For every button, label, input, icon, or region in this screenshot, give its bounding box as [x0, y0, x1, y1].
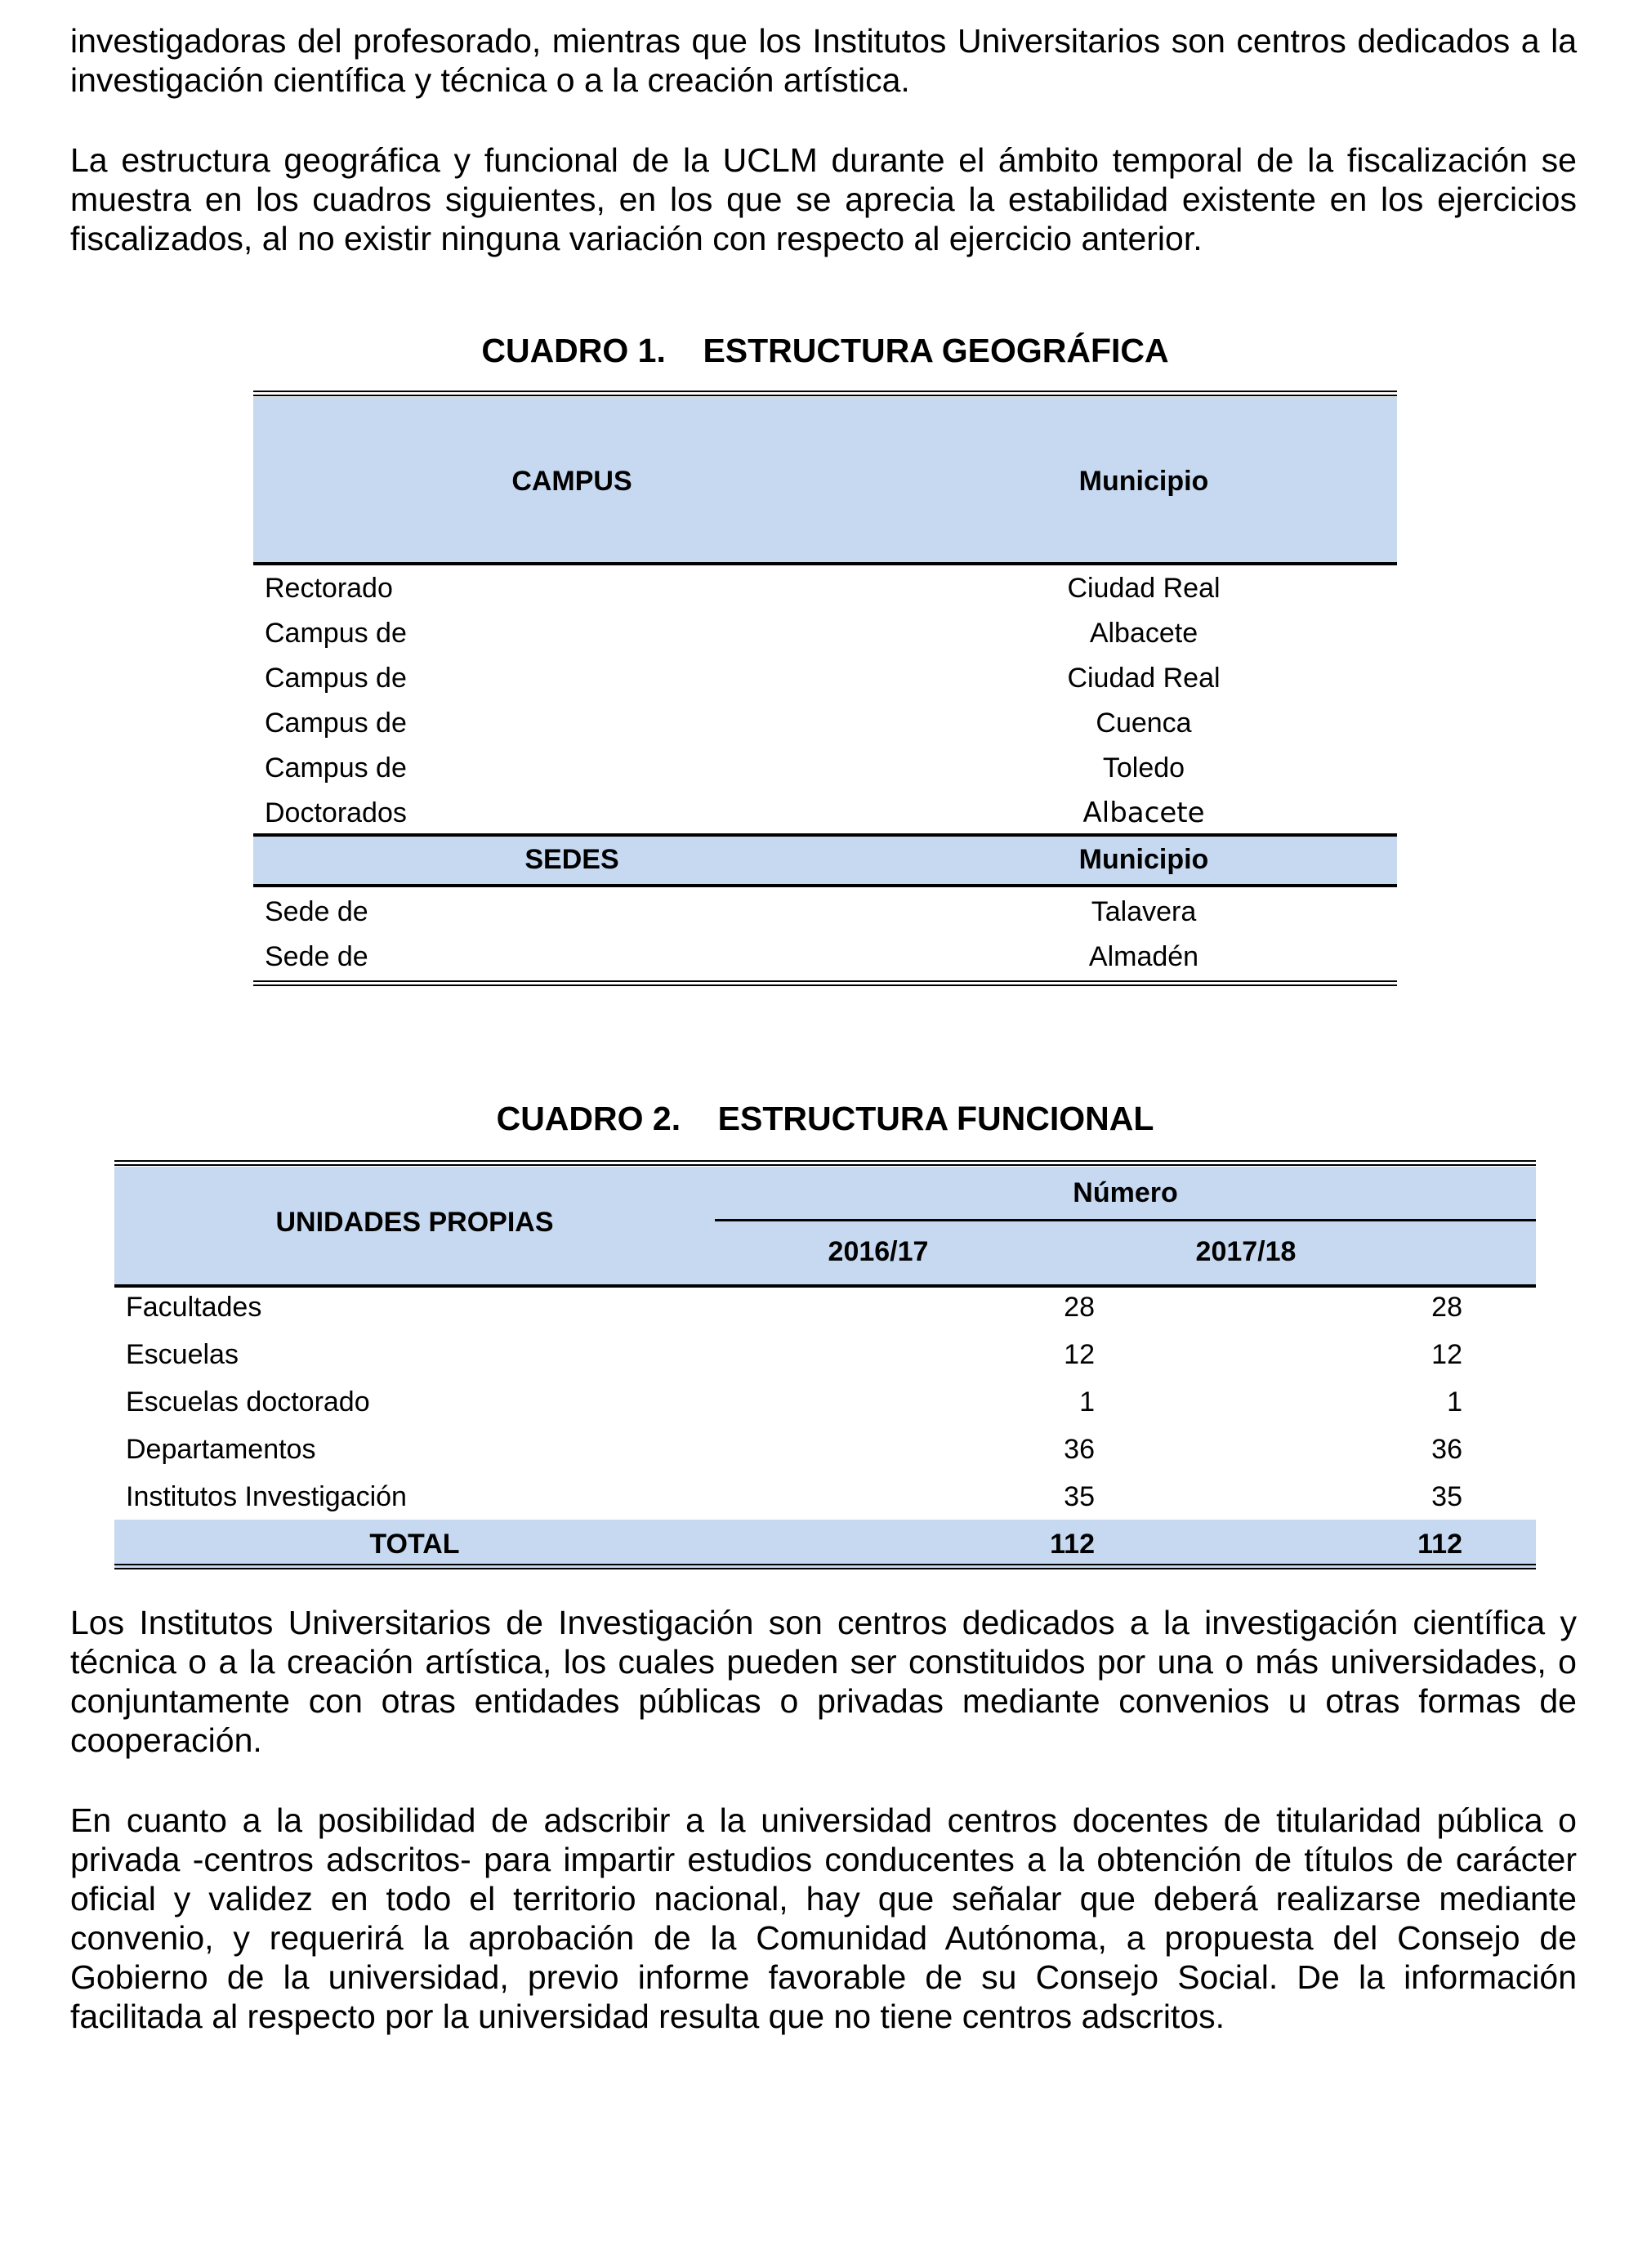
header-rule	[253, 562, 1397, 565]
table-row-municipio: Cuenca	[1096, 708, 1192, 739]
header-unidades-propias: UNIDADES PROPIAS	[275, 1207, 554, 1238]
paragraph-institutos: Los Institutos Universitarios de Investigación son centros dedicados a la investigación científica y técnica o a la creación artística, los cuales pueden ser constituidos por una o más universidades, o conjuntamente con otras entidades públicas o privadas mediante convenios u otras formas de cooperación.	[70, 1604, 1577, 1759]
paragraph-centros-adscritos: En cuanto a la posibilidad de adscribir a la universidad centros docentes de titularidad pública o privada -centros adscritos- para impartir estudios conducentes a la obtención de títulos de carácter oficial y validez en todo el territorio nacional, hay que señalar que deberá realizarse mediante convenio, y requerirá la aprobación de la Comunidad Autónoma, a propuesta del Consejo de Gobierno de la universidad, previo informe favorable de su Consejo Social. De la información facilitada al respecto por la universidad resulta que no tiene centros adscritos.	[70, 1801, 1577, 2035]
sedes-header-rule	[253, 884, 1397, 887]
table-row-value-2016: 35	[1064, 1481, 1095, 1512]
table-bottom-border	[114, 1564, 1536, 1569]
table-row-name: Rectorado	[265, 573, 393, 604]
total-value-2016: 112	[1050, 1529, 1095, 1560]
table-row-name: Doctorados	[265, 797, 407, 828]
header-municipio: Municipio	[1078, 466, 1209, 497]
table-row-name: Campus de	[265, 618, 407, 649]
table-row-municipio: Talavera	[1091, 896, 1197, 927]
table-row-name: Campus de	[265, 708, 407, 739]
header-year-2016: 2016/17	[828, 1236, 929, 1267]
table-row-value-2017: 36	[1431, 1434, 1462, 1465]
table-row-municipio: Ciudad Real	[1067, 663, 1221, 694]
table-row-label: Escuelas doctorado	[126, 1386, 370, 1418]
header-rule	[114, 1284, 1536, 1288]
cuadro2-caption: CUADRO 2. ESTRUCTURA FUNCIONAL	[496, 1100, 1154, 1137]
table-top-border	[114, 1160, 1536, 1166]
total-label: TOTAL	[369, 1529, 460, 1560]
cuadro1-caption: CUADRO 1. ESTRUCTURA GEOGRÁFICA	[481, 332, 1169, 369]
table-row-value-2017: 1	[1447, 1386, 1462, 1418]
table-row-value-2016: 12	[1064, 1339, 1095, 1370]
header-year-2017: 2017/18	[1195, 1236, 1297, 1267]
table-row-name: Campus de	[265, 752, 407, 784]
header-municipio-sedes: Municipio	[1078, 844, 1209, 875]
table-row-name: Sede de	[265, 896, 368, 927]
table-row-label: Institutos Investigación	[126, 1481, 407, 1512]
table-row-municipio: Ciudad Real	[1067, 573, 1221, 604]
table-row-label: Facultades	[126, 1292, 262, 1323]
table-row-value-2017: 12	[1431, 1339, 1462, 1370]
table-top-border	[253, 391, 1397, 396]
table-row-municipio: Albacete	[1089, 618, 1198, 649]
cuadro2-table	[114, 1160, 1536, 1569]
cuadro1-table	[253, 391, 1397, 990]
table-row-value-2016: 28	[1064, 1292, 1095, 1323]
table-row-value-2016: 1	[1079, 1386, 1095, 1418]
table-bottom-border	[253, 980, 1397, 986]
table-row-value-2017: 35	[1431, 1481, 1462, 1512]
header-campus: CAMPUS	[511, 466, 632, 497]
table-row-municipio: Albacete	[1082, 797, 1205, 829]
table-row-label: Escuelas	[126, 1339, 239, 1370]
header-sedes: SEDES	[524, 844, 619, 875]
total-value-2017: 112	[1417, 1529, 1462, 1560]
table-row-name: Campus de	[265, 663, 407, 694]
header-subrule	[715, 1219, 1536, 1221]
header-numero: Número	[1073, 1177, 1178, 1208]
paragraph-intro: investigadoras del profesorado, mientras que los Institutos Universitarios son centros dedicados a la investigación científica y técnica o a la creación artística.	[70, 22, 1577, 99]
paragraph-estructura: La estructura geográfica y funcional de la UCLM durante el ámbito temporal de la fiscalización se muestra en los cuadros siguientes, en los que se aprecia la estabilidad existente en los ejercicios fiscalizados, al no existir ninguna variación con respecto al ejercicio anterior.	[70, 141, 1577, 257]
table-row-value-2016: 36	[1064, 1434, 1095, 1465]
table-row-municipio: Toledo	[1102, 752, 1185, 784]
table-row-name: Sede de	[265, 941, 368, 972]
table-row-municipio: Almadén	[1088, 941, 1199, 972]
table-row-value-2017: 28	[1431, 1292, 1462, 1323]
table-row-label: Departamentos	[126, 1434, 316, 1465]
